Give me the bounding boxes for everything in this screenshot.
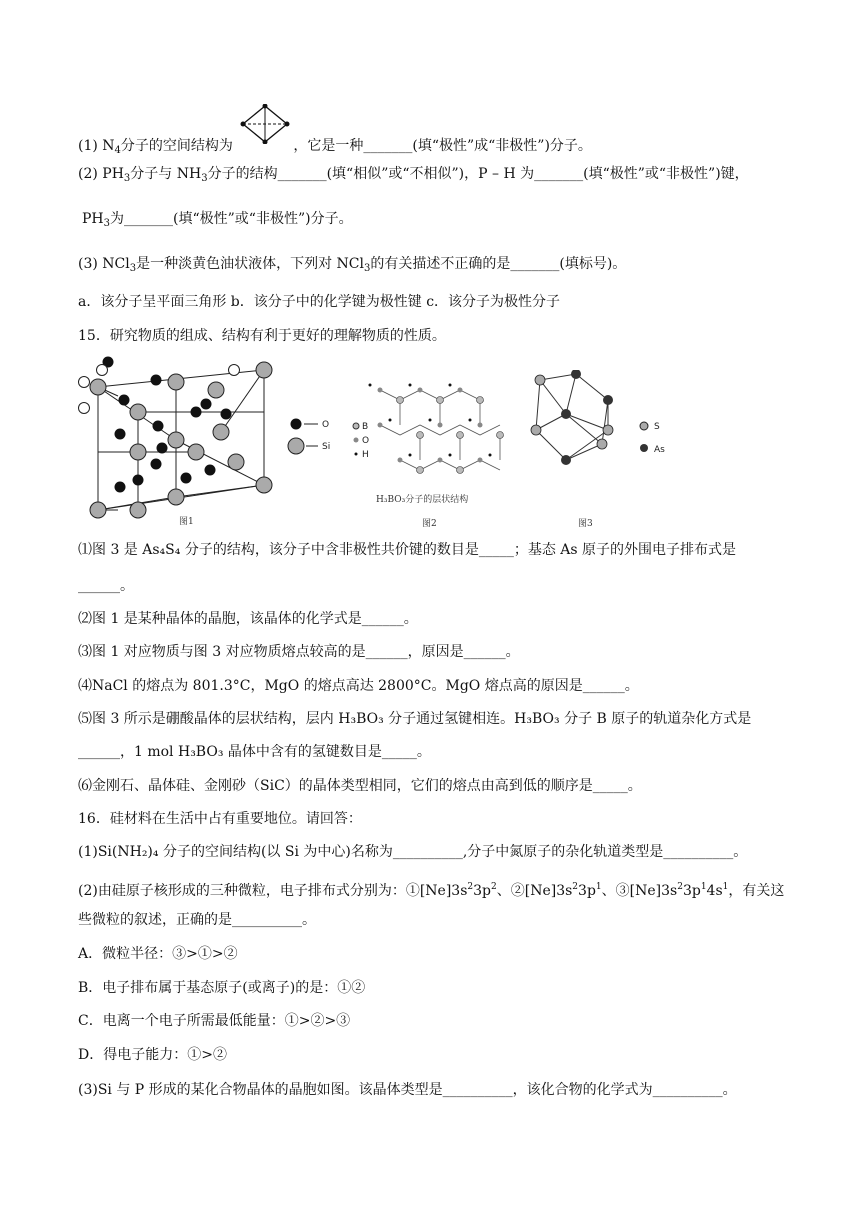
q14-part2	[78, 164, 749, 189]
q16-option-a: A．微粒半径：③>①>②	[78, 946, 238, 962]
subscript: 4	[114, 145, 121, 156]
q16-part2	[78, 877, 784, 901]
q15-part1: ⑴图 3 是 As₄S₄ 分子的结构，该分子中含非极性共价键的数目是_____；基态 As 原子的外围电子排布式是	[78, 542, 737, 558]
q15-part3: ⑶图 1 对应物质与图 3 对应物质熔点较高的是______，原因是______。	[78, 644, 520, 660]
q14-1-question: ，它是一种_______(填“极性”成“非极性”)分子。	[293, 138, 592, 154]
q14-2-question: 分子的结构_______(填“相似”或“不相似”)，P – H 为_______(填“极性”或“非极性”)键，	[207, 166, 749, 182]
superscript: 2	[467, 882, 474, 892]
legend-o-label: O	[362, 436, 370, 446]
q16-2-text: 4s	[706, 883, 723, 899]
q16-part2-cont: 些微粒的叙述，正确的是__________。	[78, 912, 316, 928]
q16-2-text: 3p	[473, 883, 491, 899]
q14-1-label: (1) N	[78, 138, 115, 154]
figure-2-boric-acid	[350, 370, 520, 530]
figure-1-legend	[284, 416, 344, 456]
q14-3-label: (3) NCl	[78, 256, 130, 272]
subscript: 3	[103, 218, 111, 229]
figure-1-caption: 图1	[179, 517, 194, 527]
legend-si-label: Si	[322, 442, 331, 452]
q16-2-text: 3p	[578, 883, 596, 899]
figure-3-caption: 图3	[578, 519, 593, 529]
legend-s-label: S	[654, 422, 660, 432]
q15-part4: ⑷NaCl 的熔点为 801.3°C，MgO 的熔点高达 2800°C。MgO 熔点高的原因是______。	[78, 678, 639, 694]
q16-option-b: B．电子排布属于基态原子(或离子)的是：①②	[78, 980, 366, 996]
q16-option-c: C．电离一个电子所需最低能量：①>②>③	[78, 1013, 351, 1029]
q15-part6: ⑹金刚石、晶体硅、金刚砂（SiC）的晶体类型相同，它们的熔点由高到低的顺序是_____。	[78, 778, 642, 794]
q14-1-text: 分子的空间结构为	[120, 138, 233, 154]
n4-tetrahedron-icon	[237, 116, 293, 136]
subscript: 3	[201, 173, 208, 184]
q14-2-question-cont: 为_______(填“极性”或“非极性”)分子。	[110, 211, 353, 227]
superscript: 1	[595, 882, 602, 892]
q14-2-label: (2) PH	[78, 166, 124, 182]
q16-part1: (1)Si(NH₂)₄ 分子的空间结构(以 Si 为中心)名称为__________,分子中氮原子的杂化轨道类型是__________。	[78, 844, 748, 860]
subscript: 3	[364, 263, 371, 274]
legend-as-label: As	[654, 445, 665, 455]
legend-o-label: O	[322, 420, 330, 430]
figure-2-caption: 图2	[422, 519, 437, 529]
q16-option-d: D．得电子能力：①>②	[78, 1047, 227, 1063]
legend-b-label: B	[362, 422, 369, 432]
q14-part1	[78, 116, 592, 161]
q14-3-question: 的有关描述不正确的是_______(填标号)。	[370, 256, 627, 272]
ph3-label: PH	[82, 211, 104, 227]
q14-part3	[78, 254, 626, 279]
superscript: 1	[700, 882, 707, 892]
q16-2-text: 3p	[682, 883, 701, 899]
superscript: 1	[722, 882, 729, 892]
q16-2-text: 、②[Ne]3s	[496, 883, 573, 899]
q14-options: a．该分子呈平面三角形 b．该分子中的化学键为极性键 c．该分子为极性分子	[78, 294, 561, 310]
q15-part1-cont: ______。	[78, 578, 134, 594]
subscript: 3	[123, 173, 131, 184]
superscript: 2	[572, 882, 579, 892]
legend-h-label: H	[362, 450, 369, 460]
q15-part5-cont: ______，1 mol H₃BO₃ 晶体中含有的氢键数目是_____。	[78, 744, 431, 760]
q15-part5: ⑸图 3 所示是硼酸晶体的层状结构，层内 H₃BO₃ 分子通过氢键相连。H₃BO₃ 分子 B 原子的轨道杂化方式是	[78, 711, 752, 727]
figure-3-as4s4	[526, 370, 676, 530]
q16-title: 16．硅材料在生活中占有重要地位。请回答：	[78, 811, 362, 827]
q15-part2: ⑵图 1 是某种晶体的晶胞，该晶体的化学式是______。	[78, 611, 418, 627]
q14-3-text: 是一种淡黄色油状液体，下列对 NCl	[136, 256, 364, 272]
subscript: 3	[129, 263, 137, 274]
q14-part2-cont	[82, 209, 353, 234]
q16-2-text: (2)由硅原子核形成的三种微粒，电子排布式分别为：①[Ne]3s	[78, 883, 468, 899]
superscript: 2	[677, 882, 683, 892]
superscript: 2	[491, 882, 497, 892]
figure-2-subcaption: H₃BO₃分子的层状结构	[376, 495, 469, 505]
q14-2-text: 分子与 NH	[130, 166, 202, 182]
q15-title: 15．研究物质的组成、结构有利于更好的理解物质的性质。	[78, 328, 446, 344]
q16-2-text: 、③[Ne]3s	[601, 883, 678, 899]
q16-2-text: ，有关这	[728, 883, 785, 899]
q16-part3: (3)Si 与 P 形成的某化合物晶体的晶胞如图。该晶体类型是__________，该化合物的化学式为__________。	[78, 1082, 737, 1098]
